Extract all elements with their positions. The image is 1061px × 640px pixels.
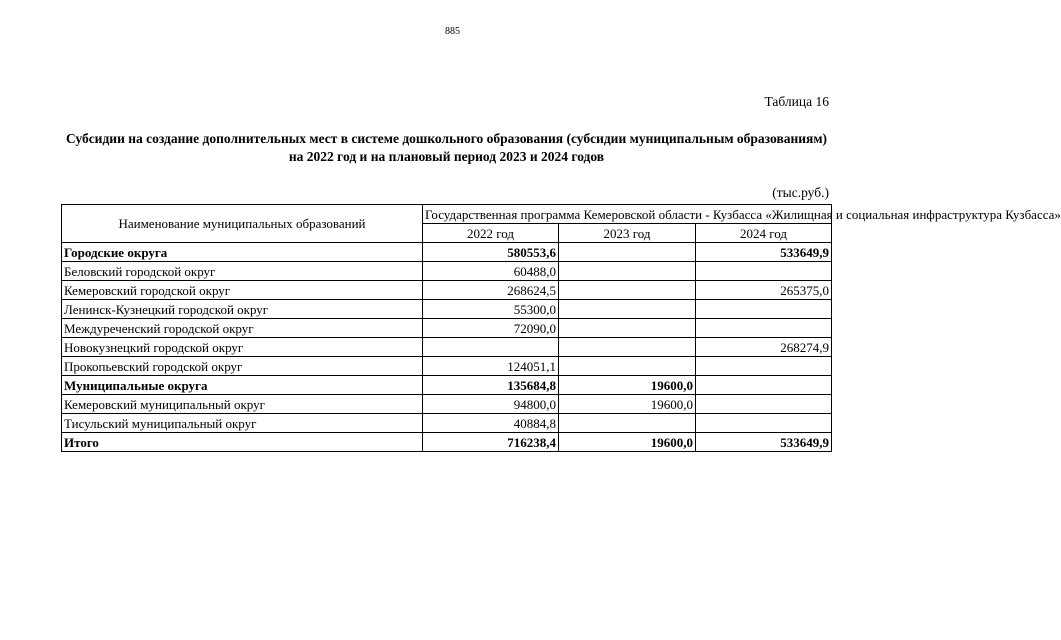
row-value-2023 — [559, 338, 696, 357]
row-value-2024 — [696, 414, 832, 433]
table-row-subtotal — [62, 243, 832, 262]
row-value-2024 — [696, 300, 832, 319]
row-value-2023: 19600,0 — [559, 376, 696, 395]
row-name: Прокопьевский городской округ — [62, 357, 423, 376]
row-name: Междуреченский городской округ — [62, 319, 423, 338]
row-value-2024 — [696, 319, 832, 338]
row-name: Беловский городской округ — [62, 262, 423, 281]
table-row-total — [62, 433, 832, 452]
table-row — [62, 262, 832, 281]
row-value-2022: 55300,0 — [423, 300, 559, 319]
row-name: Кемеровский городской округ — [62, 281, 423, 300]
document-title: Субсидии на создание дополнительных мест в системе дошкольного образования (субсидии муниципальным образованиям) на 2022 год и на плановый период 2023 и 2024 годов — [65, 131, 828, 164]
row-value-2023: 19600,0 — [559, 433, 696, 452]
table-header-row — [62, 205, 832, 224]
row-value-2024 — [696, 262, 832, 281]
row-value-2024 — [696, 357, 832, 376]
row-value-2022: 124051,1 — [423, 357, 559, 376]
header-municipality-name: Наименование муниципальных образований — [62, 205, 423, 243]
row-value-2022: 268624,5 — [423, 281, 559, 300]
table-row — [62, 300, 832, 319]
row-value-2023 — [559, 262, 696, 281]
row-name: Кемеровский муниципальный округ — [62, 395, 423, 414]
row-value-2022: 94800,0 — [423, 395, 559, 414]
page-number: 885 — [445, 26, 460, 37]
row-value-2024: 533649,9 — [696, 243, 832, 262]
table-row — [62, 281, 832, 300]
row-value-2024: 268274,9 — [696, 338, 832, 357]
row-name: Городские округа — [62, 243, 423, 262]
table-label: Таблица 16 — [764, 94, 829, 109]
table-row — [62, 414, 832, 433]
row-value-2023 — [559, 281, 696, 300]
header-year-2024: 2024 год — [696, 224, 832, 243]
header-year-2023: 2023 год — [559, 224, 696, 243]
row-name: Тисульский муниципальный округ — [62, 414, 423, 433]
row-value-2022: 72090,0 — [423, 319, 559, 338]
table-row-subtotal — [62, 376, 832, 395]
row-value-2023: 19600,0 — [559, 395, 696, 414]
row-value-2023 — [559, 319, 696, 338]
row-value-2022 — [423, 338, 559, 357]
table-row — [62, 395, 832, 414]
row-value-2023 — [559, 357, 696, 376]
row-value-2023 — [559, 414, 696, 433]
row-value-2022: 60488,0 — [423, 262, 559, 281]
row-name: Ленинск-Кузнецкий городской округ — [62, 300, 423, 319]
header-year-2022: 2022 год — [423, 224, 559, 243]
row-value-2024: 533649,9 — [696, 433, 832, 452]
row-value-2024 — [696, 376, 832, 395]
row-name: Муниципальные округа — [62, 376, 423, 395]
subsidy-table — [61, 204, 1061, 452]
row-value-2023 — [559, 300, 696, 319]
row-value-2024: 265375,0 — [696, 281, 832, 300]
units-label: (тыс.руб.) — [772, 185, 829, 200]
header-state-program: Государственная программа Кемеровской области - Кузбасса «Жилищная и социальная инфраструктура Кузбасса» — [423, 205, 832, 224]
table-row — [62, 319, 832, 338]
row-value-2022: 135684,8 — [423, 376, 559, 395]
row-name: Итого — [62, 433, 423, 452]
row-value-2022: 716238,4 — [423, 433, 559, 452]
table-row — [62, 357, 832, 376]
row-value-2022: 40884,8 — [423, 414, 559, 433]
row-name: Новокузнецкий городской округ — [62, 338, 423, 357]
table-row — [62, 338, 832, 357]
row-value-2023 — [559, 243, 696, 262]
row-value-2024 — [696, 395, 832, 414]
row-value-2022: 580553,6 — [423, 243, 559, 262]
